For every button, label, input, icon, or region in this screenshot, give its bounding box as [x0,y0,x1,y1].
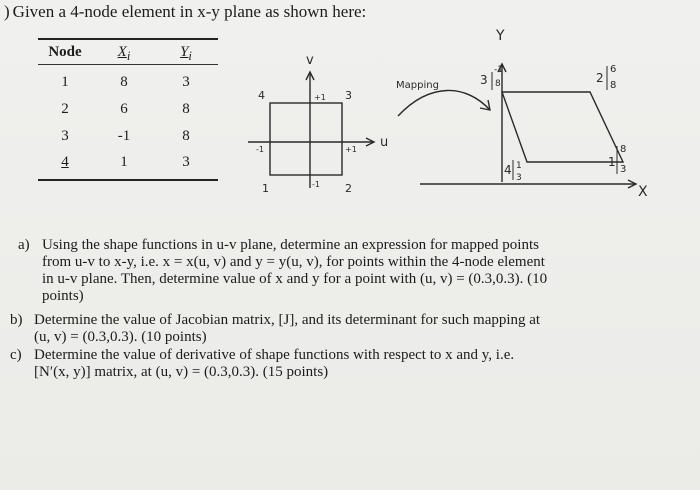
u-tick-plus-one: +1 [345,145,357,154]
u-tick-minus-one: -1 [256,145,264,154]
cell-x-3: -1 [117,128,131,144]
uv-node-4: 4 [258,89,265,102]
x-axis-label: X [638,184,648,200]
xy-node-3-x: -1 [494,65,503,75]
xy-quad-element [502,92,623,162]
cell-y-4: 3 [182,154,190,170]
header-node: Node [48,44,82,60]
question-c-label: c) [10,347,22,363]
uv-square-element [270,103,342,175]
xy-node-3-y: 8 [495,79,501,89]
cell-x-2: 6 [120,101,128,117]
xy-node-4-y: 3 [516,173,522,183]
header-x-label: X [117,44,127,60]
header-y-label: Y [180,44,189,60]
header-y-subscript: i [188,49,192,63]
question-a-line-2: from u-v to x-y, i.e. x = x(u, v) and y = y(u, v), for points within the 4-node element [42,254,545,270]
header-x-subscript: i [126,49,131,63]
xy-node-3: 3 [480,73,488,87]
cell-node-3: 3 [61,128,69,144]
question-c-line-1: Determine the value of derivative of shape functions with respect to x and y, i.e. [34,347,515,363]
question-a-line-3: in u-v plane. Then, determine value of x and y for a point with (u, v) = (0.3,0.3). (10 [42,271,548,287]
v-axis-label: v [306,53,314,68]
cell-node-1: 1 [61,74,69,90]
question-b-line-2: (u, v) = (0.3,0.3). (10 points) [34,329,207,345]
xy-node-4: 4 [504,163,512,177]
cell-x-1: 8 [120,74,128,90]
problem-number-fragment: ) [4,2,10,21]
cell-y-1: 3 [182,74,190,90]
cell-y-3: 8 [182,128,190,144]
cell-node-2: 2 [61,101,69,117]
question-b-text [34,312,540,346]
xy-node-2-x: 6 [610,64,617,75]
xy-node-4-x: 1 [516,161,522,171]
question-b-line-1: Determine the value of Jacobian matrix, [J], and its determinant for such mapping at [34,312,541,328]
uv-node-3: 3 [345,89,352,102]
question-a-label: a) [18,237,30,253]
question-b-label: b) [10,312,23,328]
uv-node-1: 1 [262,182,269,195]
question-c-text [34,347,514,381]
u-axis-label: u [380,135,389,150]
question-a-text [42,237,547,305]
cell-x-4: 1 [120,154,128,170]
cell-node-4: 4 [61,154,69,170]
xy-node-2: 2 [596,71,604,85]
uv-node-2: 2 [345,182,352,195]
v-tick-minus-one: -1 [312,180,320,189]
question-a-line-4: points) [42,288,84,304]
question-a-line-1: Using the shape functions in u-v plane, determine an expression for mapped points [42,237,539,253]
xy-node-1: 1 [608,155,616,169]
cell-y-2: 8 [182,101,190,117]
mapping-sketch [0,0,700,240]
xy-node-1-x: 8 [620,144,627,155]
xy-node-1-y: 3 [620,164,627,175]
mapping-arrow [398,90,490,116]
v-tick-plus-one: +1 [314,93,326,102]
question-c-line-2: [N′(x, y)] matrix, at (u, v) = (0.3,0.3). (15 points) [34,364,329,380]
problem-statement: Given a 4-node element in x-y plane as shown here: [12,2,367,21]
xy-node-2-y: 8 [610,80,617,91]
y-axis-label: Y [496,28,505,44]
mapping-label: Mapping [396,80,439,91]
